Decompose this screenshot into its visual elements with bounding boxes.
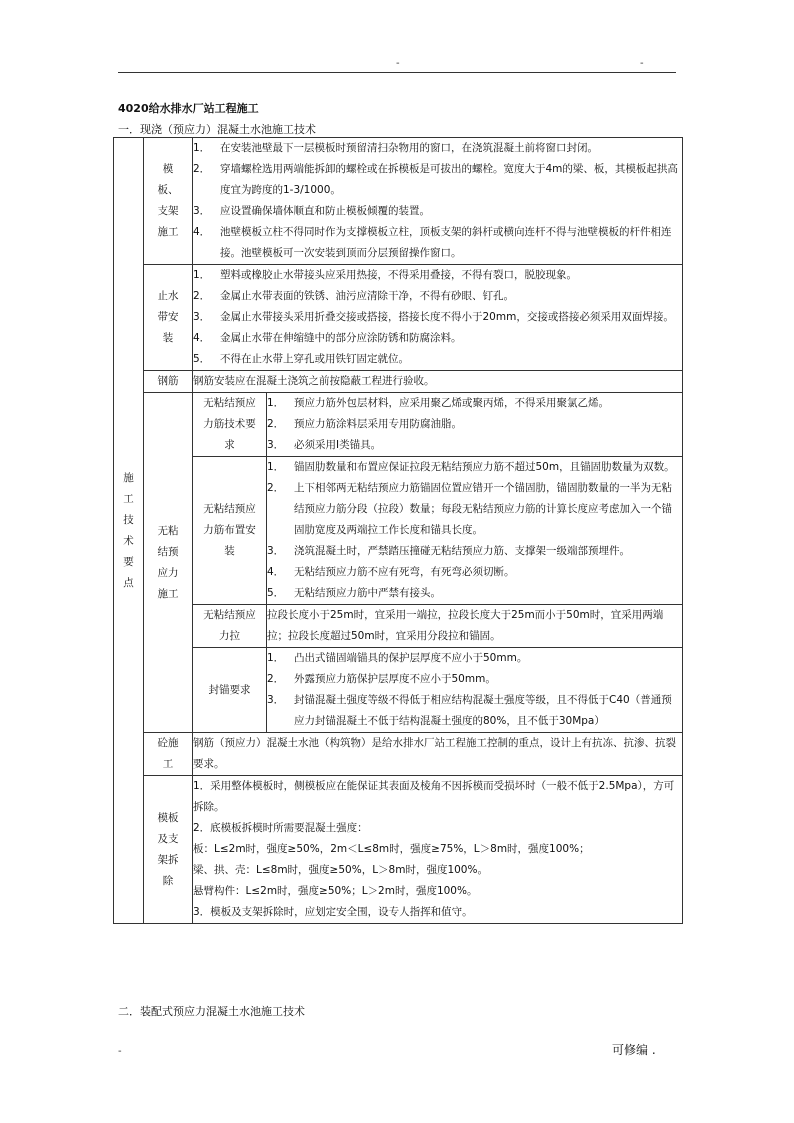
concrete-text: 钢筋（预应力）混凝土水池（构筑物）是给水排水厂站工程施工控制的重点，设计上有抗冻、抗渗、抗裂要求。 <box>193 733 683 776</box>
list-item-text: 无粘结预应力筋不应有死弯，有死弯必须切断。 <box>294 566 515 578</box>
row-concrete <box>114 733 683 776</box>
list-item-text: 预应力筋外包层材料，应采用聚乙烯或聚丙烯，不得采用聚氯乙烯。 <box>294 397 609 409</box>
list-item <box>267 435 682 456</box>
list-item-number: 2． <box>267 482 285 494</box>
list-item <box>267 478 682 541</box>
prestress-layout-items <box>267 457 682 604</box>
prestress-tech-items <box>267 393 682 456</box>
row-prestress-layout <box>114 457 683 605</box>
list-item <box>267 393 682 414</box>
prestress-seal-label: 封锚要求 <box>193 648 267 733</box>
list-item <box>267 541 682 562</box>
list-item <box>193 349 682 370</box>
prestress-seal-items <box>267 648 682 732</box>
formwork-label-cell <box>144 138 193 265</box>
row-prestress-seal <box>114 648 683 733</box>
list-item-number: 2． <box>267 418 285 430</box>
list-item-text: 应设置确保墙体顺直和防止模板倾覆的装置。 <box>220 205 430 217</box>
waterstop-content <box>193 265 683 371</box>
list-item-text: 塑料或橡胶止水带接头应采用热接，不得采用叠接，不得有裂口，脱胶现象。 <box>220 269 577 281</box>
list-item <box>267 457 682 478</box>
rebar-text: 钢筋安装应在混凝土浇筑之前按隐蔽工程进行验收。 <box>193 371 683 393</box>
list-item <box>193 138 682 159</box>
list-item-number: 1． <box>267 652 285 664</box>
list-item <box>193 307 682 328</box>
list-item-text: 封锚混凝土强度等级不得低于相应结构混凝土强度等级，且不得低于C40（普通预应力封锚混凝土不低于结构混凝土强度的80%，且不低于30Mpa） <box>294 694 672 727</box>
prestress-label-cell <box>144 393 193 733</box>
header-dash-left: - <box>396 58 400 69</box>
header-dash-right: - <box>640 58 644 69</box>
waterstop-items <box>193 265 682 370</box>
list-item-text: 浇筑混凝土时，严禁踏压撞碰无粘结预应力筋、支撑架一级端部预埋件。 <box>294 545 630 557</box>
list-item-number: 4． <box>193 332 211 344</box>
main-category-cell <box>114 138 144 924</box>
list-item-number: 2． <box>193 290 211 302</box>
concrete-label: 砼施工 <box>157 737 179 770</box>
removal-lines <box>193 776 682 923</box>
list-item-text: 外露预应力筋保护层厚度不应小于50mm。 <box>294 673 496 685</box>
list-item-number: 1． <box>193 269 211 281</box>
prestress-layout-label-cell <box>193 457 267 605</box>
prestress-tech-label: 无粘结预应力筋技术要求 <box>203 397 256 451</box>
list-item <box>267 669 682 690</box>
removal-label-cell <box>144 776 193 924</box>
list-item-text: 锚固肋数量和布置应保证拉段无粘结预应力筋不超过50m，且锚固肋数量为双数。 <box>294 461 675 473</box>
list-item-text: 不得在止水带上穿孔或用铁钉固定就位。 <box>220 353 409 365</box>
list-item-number: 1． <box>193 142 211 154</box>
concrete-label-cell <box>144 733 193 776</box>
removal-line: 1．采用整体模板时，侧模板应在能保证其表面及棱角不因拆模而受损坏时（一般不低于2.5Mpa），方可拆除。 <box>193 780 675 813</box>
list-item-number: 5． <box>193 353 211 365</box>
list-item-text: 必须采用Ⅰ类锚具。 <box>294 439 382 451</box>
prestress-tech-label-cell <box>193 393 267 457</box>
list-item-text: 上下相邻两无粘结预应力筋锚固位置应错开一个锚固肋，锚固肋数量的一半为无粘结预应力筋分段（拉段）数量；每段无粘结预应力筋的计算长度应考虑加入一个锚固肋宽度及两端拉工作长度和锚具长度。 <box>294 482 672 536</box>
list-item <box>193 222 682 264</box>
header-rule <box>118 72 676 73</box>
list-item-number: 1． <box>267 397 285 409</box>
footer-dash: - <box>118 1046 122 1057</box>
formwork-items <box>193 138 682 264</box>
removal-line: 悬臂构件：L≤2m时，强度≥50%；L＞2m时，强度100%。 <box>193 885 478 897</box>
section-heading-1: 一．现浇（预应力）混凝土水池施工技术 <box>118 123 316 136</box>
list-item-number: 5． <box>267 587 285 599</box>
prestress-layout-label: 无粘结预应力筋布置安装 <box>203 503 256 557</box>
prestress-tension-label: 无粘结预应力拉 <box>203 609 256 642</box>
list-item <box>193 328 682 349</box>
list-item <box>267 690 682 732</box>
row-formwork <box>114 138 683 265</box>
prestress-layout-content <box>267 457 683 605</box>
prestress-label: 无粘结预应力施工 <box>157 524 179 600</box>
row-rebar <box>114 371 683 393</box>
list-item-number: 2． <box>193 163 211 175</box>
list-item-number: 3． <box>193 311 211 323</box>
list-item-number: 3． <box>267 545 285 557</box>
formwork-content <box>193 138 683 265</box>
footer-editable-note: 可修编 . <box>612 1043 656 1057</box>
row-prestress-tension <box>114 605 683 648</box>
list-item-text: 预应力筋涂料层采用专用防腐油脂。 <box>294 418 462 430</box>
prestress-tension-label-cell <box>193 605 267 648</box>
list-item-text: 凸出式锚固端锚具的保护层厚度不应小于50mm。 <box>294 652 528 664</box>
list-item-number: 3． <box>267 694 285 706</box>
waterstop-label: 止水带安装 <box>157 290 179 344</box>
row-removal <box>114 776 683 924</box>
list-item-number: 4． <box>267 566 285 578</box>
list-item <box>267 648 682 669</box>
row-waterstop <box>114 265 683 371</box>
removal-line: 板：L≤2m时，强度≥50%，2m＜L≤8m时，强度≥75%，L＞8m时，强度100%； <box>193 843 590 855</box>
list-item-number: 4． <box>193 226 211 238</box>
rebar-label: 钢筋 <box>144 371 193 393</box>
document-title: 4020给水排水厂站工程施工 <box>118 102 259 115</box>
list-item <box>267 562 682 583</box>
list-item-text: 金属止水带在伸缩缝中的部分应涂防锈和防腐涂料。 <box>220 332 462 344</box>
list-item-text: 穿墙螺栓选用两端能拆卸的螺栓或在拆模板是可拔出的螺栓。宽度大于4m的梁、板，其模板起拱高度宜为跨度的1-3/1000。 <box>220 163 678 196</box>
list-item-text: 无粘结预应力筋中严禁有接头。 <box>294 587 441 599</box>
list-item <box>193 159 682 201</box>
list-item-text: 金属止水带表面的铁锈、油污应清除干净，不得有砂眼、钉孔。 <box>220 290 514 302</box>
list-item <box>193 286 682 307</box>
prestress-seal-content <box>267 648 683 733</box>
list-item-text: 池壁模板立柱不得同时作为支撑模板立柱，顶板支架的斜杆或横向连杆不得与池壁模板的杆件相连接。池壁模板可一次安装到顶而分层预留操作窗口。 <box>220 226 672 259</box>
list-item-text: 金属止水带接头采用折叠交接或搭接，搭接长度不得小于20mm，交接或搭接必须采用双面焊接。 <box>220 311 674 323</box>
prestress-tension-text: 拉段长度小于25m时，宜采用一端拉，拉段长度大于25m而小于50m时，宜采用两端拉；拉段长度超过50m时，宜采用分段拉和锚固。 <box>267 605 683 648</box>
removal-line: 2．底模板拆模时所需要混凝土强度： <box>193 822 368 834</box>
list-item-number: 1． <box>267 461 285 473</box>
prestress-tech-content <box>267 393 683 457</box>
list-item <box>267 414 682 435</box>
removal-line: 梁、拱、壳：L≤8m时，强度≥50%，L＞8m时，强度100%。 <box>193 864 488 876</box>
list-item <box>193 201 682 222</box>
list-item-text: 在安装池壁最下一层模板时预留清扫杂物用的窗口，在浇筑混凝土前将窗口封闭。 <box>220 142 598 154</box>
formwork-label: 模板、支架施工 <box>157 163 179 238</box>
list-item-number: 3． <box>193 205 211 217</box>
row-prestress-tech <box>114 393 683 457</box>
section-heading-2: 二．装配式预应力混凝土水池施工技术 <box>118 1005 305 1018</box>
waterstop-label-cell <box>144 265 193 371</box>
list-item <box>193 265 682 286</box>
construction-table <box>113 137 683 924</box>
removal-line: 3．模板及支架拆除时，应划定安全围，设专人指挥和值守。 <box>193 906 473 918</box>
list-item-number: 2． <box>267 673 285 685</box>
removal-label: 模板及支架拆除 <box>157 811 179 887</box>
removal-content <box>193 776 683 924</box>
list-item <box>267 583 682 604</box>
list-item-number: 3． <box>267 439 285 451</box>
main-category-label: 施工技术要点 <box>123 471 134 589</box>
